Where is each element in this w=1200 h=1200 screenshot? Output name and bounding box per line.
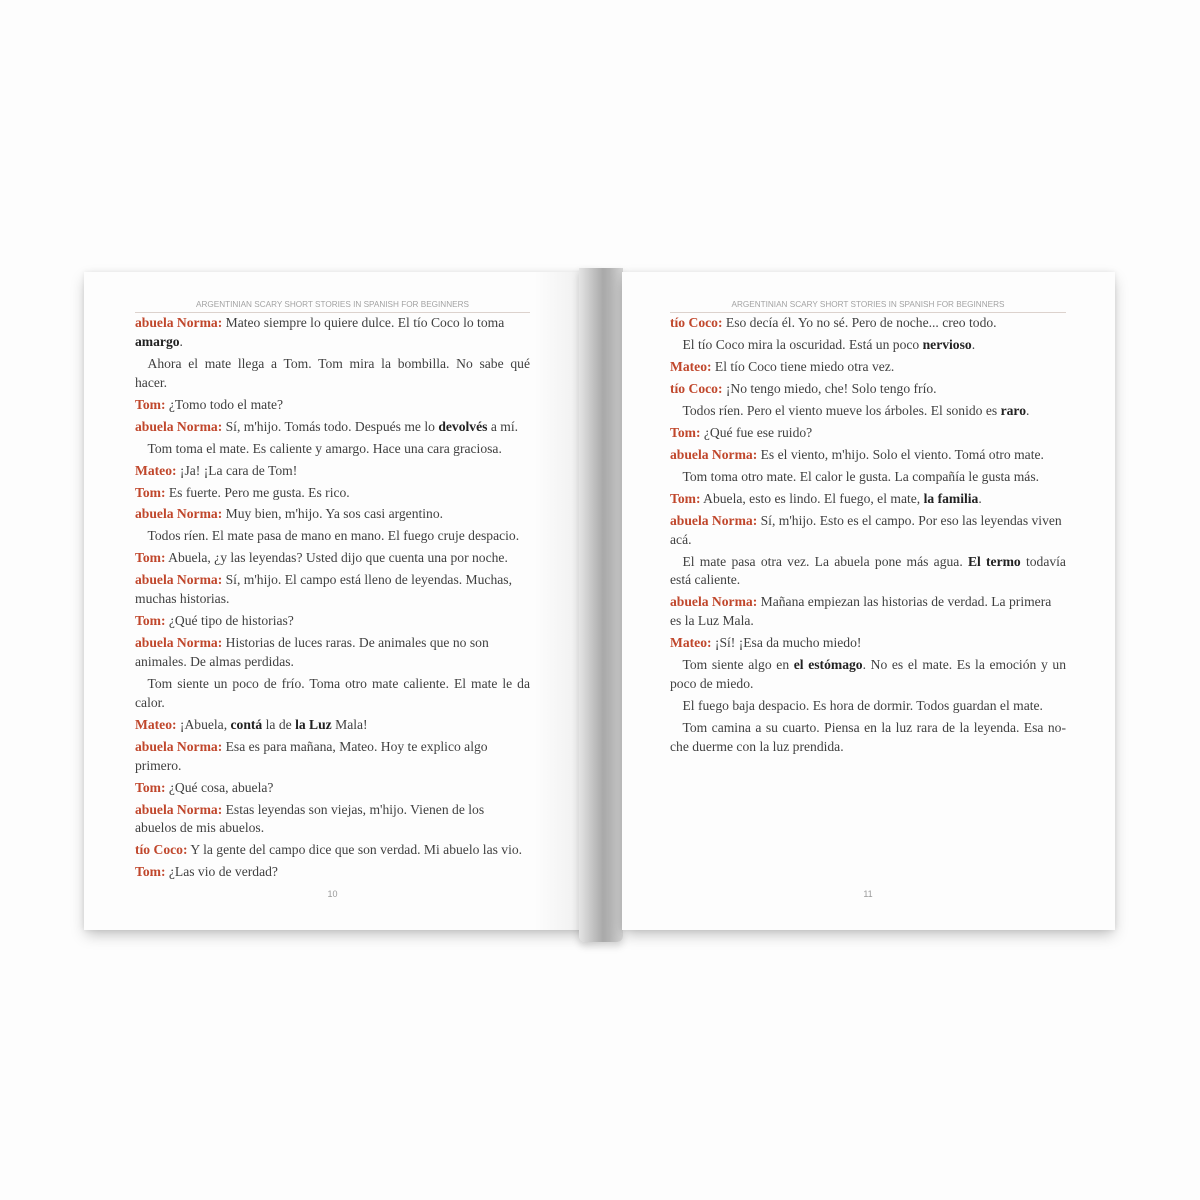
text-run: . xyxy=(978,490,982,506)
speaker-name: abuela Norma: xyxy=(670,594,758,610)
text-line xyxy=(135,484,530,503)
text-run: Todos ríen. El mate pasa de mano en mano. El fuego cruje despacio. xyxy=(147,528,520,544)
text-run: Muy bien, m'hijo. Ya sos casi argentino. xyxy=(225,506,444,522)
text-line xyxy=(135,757,530,776)
speaker-name: Tom: xyxy=(135,484,166,500)
text-line xyxy=(670,612,1066,631)
text-run: Sí, m'hijo. El campo está lleno de leyendas. Muchas, xyxy=(225,572,512,588)
text-run: ¿Las vio de verdad? xyxy=(168,864,278,880)
page-number: 10 xyxy=(327,889,338,899)
text-line xyxy=(135,374,530,393)
text-run: . xyxy=(179,333,183,349)
text-run: todavía xyxy=(1020,553,1066,569)
text-run: la de xyxy=(262,716,296,732)
running-header: ARGENTINIAN SCARY SHORT STORIES IN SPANISH FOR BEGINNERS xyxy=(670,298,1066,313)
text-line xyxy=(670,490,1066,509)
text-run: Sí, m'hijo. Esto es el campo. Por eso las leyendas viven xyxy=(760,512,1062,528)
text-run: ¡Abuela, xyxy=(179,716,231,732)
text-run: ¿Qué cosa, abuela? xyxy=(168,779,274,795)
narration-paragraph xyxy=(670,553,1066,591)
dialogue-paragraph xyxy=(670,358,1066,377)
text-line xyxy=(670,336,1066,355)
text-run: . xyxy=(1026,402,1030,418)
bold-vocabulary: el estómago xyxy=(793,657,863,673)
right-page xyxy=(622,272,1115,930)
dialogue-paragraph xyxy=(135,549,530,568)
speaker-name: tío Coco: xyxy=(670,315,723,330)
speaker-name: abuela Norma: xyxy=(135,506,223,522)
bold-vocabulary: la familia xyxy=(923,490,979,506)
text-run: El fuego baja despacio. Es hora de dormir. Todos guardan el mate. xyxy=(682,697,1043,713)
text-line xyxy=(670,656,1066,675)
dialogue-paragraph xyxy=(135,738,530,776)
text-run: El tío Coco mira la oscuridad. Está un poco xyxy=(682,336,923,352)
bold-vocabulary: amargo xyxy=(135,333,180,349)
text-line xyxy=(135,549,530,568)
bold-vocabulary: contá xyxy=(230,716,263,732)
text-run: Sí, m'hijo. Tomás todo. Después me lo xyxy=(225,418,439,434)
text-run: che duerme con la luz prendida. xyxy=(670,738,844,754)
speaker-name: tío Coco: xyxy=(135,842,188,858)
text-run: Tom siente un poco de frío. Toma otro mate caliente. El mate le da xyxy=(147,675,530,691)
speaker-name: abuela Norma: xyxy=(135,801,223,817)
book-spine-fold xyxy=(579,268,623,942)
dialogue-paragraph xyxy=(135,863,530,882)
speaker-name: Mateo: xyxy=(135,462,177,478)
text-run: ¡Sí! ¡Esa da mucho miedo! xyxy=(714,635,862,651)
page-body xyxy=(135,314,530,885)
speaker-name: Tom: xyxy=(670,490,701,506)
text-run: a mí. xyxy=(487,418,519,434)
text-run: Eso decía él. Yo no sé. Pero de noche... creo todo. xyxy=(725,315,997,330)
speaker-name: abuela Norma: xyxy=(135,738,223,754)
gutter-shade xyxy=(534,272,580,930)
text-run: Y la gente del campo dice que son verdad. Mi abuelo las vio. xyxy=(190,842,523,858)
text-line xyxy=(670,697,1066,716)
text-line xyxy=(670,424,1066,443)
bold-vocabulary: la Luz xyxy=(295,716,332,732)
text-line xyxy=(135,418,530,437)
speaker-name: tío Coco: xyxy=(670,380,723,396)
dialogue-paragraph xyxy=(135,462,530,481)
speaker-name: Mateo: xyxy=(135,716,177,732)
text-run: está caliente. xyxy=(670,572,741,588)
text-line xyxy=(135,675,530,694)
speaker-name: Tom: xyxy=(670,424,701,440)
text-run: es la Luz Mala. xyxy=(670,613,754,629)
text-line xyxy=(135,694,530,713)
text-line xyxy=(135,505,530,524)
speaker-name: abuela Norma: xyxy=(135,572,223,588)
dialogue-paragraph xyxy=(670,424,1066,443)
text-line xyxy=(135,863,530,882)
text-run: Tom camina a su cuarto. Piensa en la luz rara de la leyenda. Esa no- xyxy=(682,719,1066,735)
speaker-name: Tom: xyxy=(135,613,166,629)
text-line xyxy=(135,527,530,546)
text-run: Ahora el mate llega a Tom. Tom mira la bombilla. No sabe qué xyxy=(147,355,530,371)
narration-paragraph xyxy=(135,527,530,546)
dialogue-paragraph xyxy=(670,446,1066,465)
dialogue-paragraph xyxy=(135,505,530,524)
page-body xyxy=(670,314,1066,760)
text-line xyxy=(670,719,1066,738)
text-line xyxy=(670,553,1066,572)
text-line xyxy=(670,380,1066,399)
speaker-name: Tom: xyxy=(135,864,166,880)
text-run: Mala! xyxy=(331,716,368,732)
text-run: El tío Coco tiene miedo otra vez. xyxy=(714,358,895,374)
text-run: Tom siente algo en xyxy=(682,657,794,673)
bold-vocabulary: raro xyxy=(1000,402,1026,418)
bold-vocabulary: El termo xyxy=(967,553,1021,569)
narration-paragraph xyxy=(135,440,530,459)
running-header: ARGENTINIAN SCARY SHORT STORIES IN SPANISH FOR BEGINNERS xyxy=(135,298,530,313)
dialogue-paragraph xyxy=(135,716,530,735)
text-run: El mate pasa otra vez. La abuela pone más agua. xyxy=(682,553,968,569)
text-line xyxy=(135,779,530,798)
text-line xyxy=(135,440,530,459)
text-line xyxy=(135,634,530,653)
text-run: abuelos de mis abuelos. xyxy=(135,820,265,836)
text-line xyxy=(670,675,1066,694)
text-line xyxy=(670,468,1066,487)
text-run: ¿Qué tipo de historias? xyxy=(168,613,294,629)
dialogue-paragraph xyxy=(670,380,1066,399)
text-line xyxy=(135,819,530,838)
dialogue-paragraph xyxy=(670,512,1066,550)
left-page xyxy=(84,272,600,930)
bold-vocabulary: devolvés xyxy=(438,418,488,434)
dialogue-paragraph xyxy=(670,593,1066,631)
speaker-name: abuela Norma: xyxy=(670,512,758,528)
text-line xyxy=(670,358,1066,377)
narration-paragraph xyxy=(670,656,1066,694)
text-run: Abuela, esto es lindo. El fuego, el mate, xyxy=(703,490,924,506)
text-line xyxy=(670,571,1066,590)
dialogue-paragraph xyxy=(135,314,530,352)
text-line xyxy=(670,531,1066,550)
text-line xyxy=(670,634,1066,653)
speaker-name: abuela Norma: xyxy=(135,418,223,434)
text-line xyxy=(135,462,530,481)
text-line xyxy=(135,716,530,735)
text-run: primero. xyxy=(135,757,182,773)
text-run: Historias de luces raras. De animales que no son xyxy=(225,635,489,651)
text-line xyxy=(135,841,530,860)
dialogue-paragraph xyxy=(135,801,530,839)
narration-paragraph xyxy=(670,697,1066,716)
speaker-name: Tom: xyxy=(135,779,166,795)
dialogue-paragraph xyxy=(135,571,530,609)
text-line xyxy=(135,590,530,609)
speaker-name: Tom: xyxy=(135,550,166,566)
text-line xyxy=(670,593,1066,612)
text-line xyxy=(670,738,1066,757)
text-run: Mañana empiezan las historias de verdad. La primera xyxy=(760,594,1052,610)
text-run: acá. xyxy=(670,531,692,547)
text-line xyxy=(135,396,530,415)
narration-paragraph xyxy=(670,336,1066,355)
text-run: Esa es para mañana, Mateo. Hoy te explico algo xyxy=(225,738,488,754)
text-line xyxy=(670,512,1066,531)
text-run: ¿Qué fue ese ruido? xyxy=(703,424,813,440)
narration-paragraph xyxy=(670,719,1066,757)
dialogue-paragraph xyxy=(135,634,530,672)
narration-paragraph xyxy=(670,468,1066,487)
text-line xyxy=(135,801,530,820)
dialogue-paragraph xyxy=(135,396,530,415)
text-run: hacer. xyxy=(135,374,168,390)
speaker-name: Mateo: xyxy=(670,635,712,651)
text-run: Estas leyendas son viejas, m'hijo. Vienen de los xyxy=(225,801,485,817)
text-line xyxy=(135,333,530,352)
text-run: . No es el mate. Es la emoción y un xyxy=(862,657,1066,673)
text-run: calor. xyxy=(135,694,165,710)
speaker-name: abuela Norma: xyxy=(135,315,223,330)
text-run: ¡Ja! ¡La cara de Tom! xyxy=(179,462,298,478)
text-run: Tom toma otro mate. El calor le gusta. La compañía le gusta más. xyxy=(682,468,1040,484)
bold-vocabulary: nervioso xyxy=(922,336,972,352)
dialogue-paragraph xyxy=(135,484,530,503)
text-run: animales. De almas perdidas. xyxy=(135,654,294,669)
text-run: ¡No tengo miedo, che! Solo tengo frío. xyxy=(725,380,937,396)
dialogue-paragraph xyxy=(135,841,530,860)
text-run: poco de miedo. xyxy=(670,675,754,691)
text-line xyxy=(135,612,530,631)
text-run: muchas historias. xyxy=(135,591,230,607)
dialogue-paragraph xyxy=(670,314,1066,333)
text-run: ¿Tomo todo el mate? xyxy=(168,396,284,412)
text-run: Todos ríen. Pero el viento mueve los árboles. El sonido es xyxy=(682,402,1001,418)
text-run: Es fuerte. Pero me gusta. Es rico. xyxy=(168,484,350,500)
text-line xyxy=(670,314,1066,333)
page-number: 11 xyxy=(863,889,873,899)
dialogue-paragraph xyxy=(135,779,530,798)
text-line xyxy=(670,402,1066,421)
text-line xyxy=(670,446,1066,465)
speaker-name: abuela Norma: xyxy=(135,635,223,651)
narration-paragraph xyxy=(135,675,530,713)
narration-paragraph xyxy=(135,355,530,393)
dialogue-paragraph xyxy=(135,612,530,631)
dialogue-paragraph xyxy=(135,418,530,437)
dialogue-paragraph xyxy=(670,490,1066,509)
text-line xyxy=(135,571,530,590)
speaker-name: Mateo: xyxy=(670,358,712,374)
text-run: Mateo siempre lo quiere dulce. El tío Coco lo toma xyxy=(225,315,505,330)
text-run: Abuela, ¿y las leyendas? Usted dijo que cuenta una por noche. xyxy=(168,550,508,566)
text-run: . xyxy=(971,336,976,352)
text-line xyxy=(135,738,530,757)
speaker-name: abuela Norma: xyxy=(670,446,758,462)
speaker-name: Tom: xyxy=(135,396,166,412)
text-line xyxy=(135,314,530,333)
text-run: Es el viento, m'hijo. Solo el viento. Tomá otro mate. xyxy=(760,446,1044,462)
text-run: Tom toma el mate. Es caliente y amargo. Hace una cara graciosa. xyxy=(147,440,502,456)
text-line xyxy=(135,355,530,374)
text-line xyxy=(135,653,530,672)
dialogue-paragraph xyxy=(670,634,1066,653)
narration-paragraph xyxy=(670,402,1066,421)
